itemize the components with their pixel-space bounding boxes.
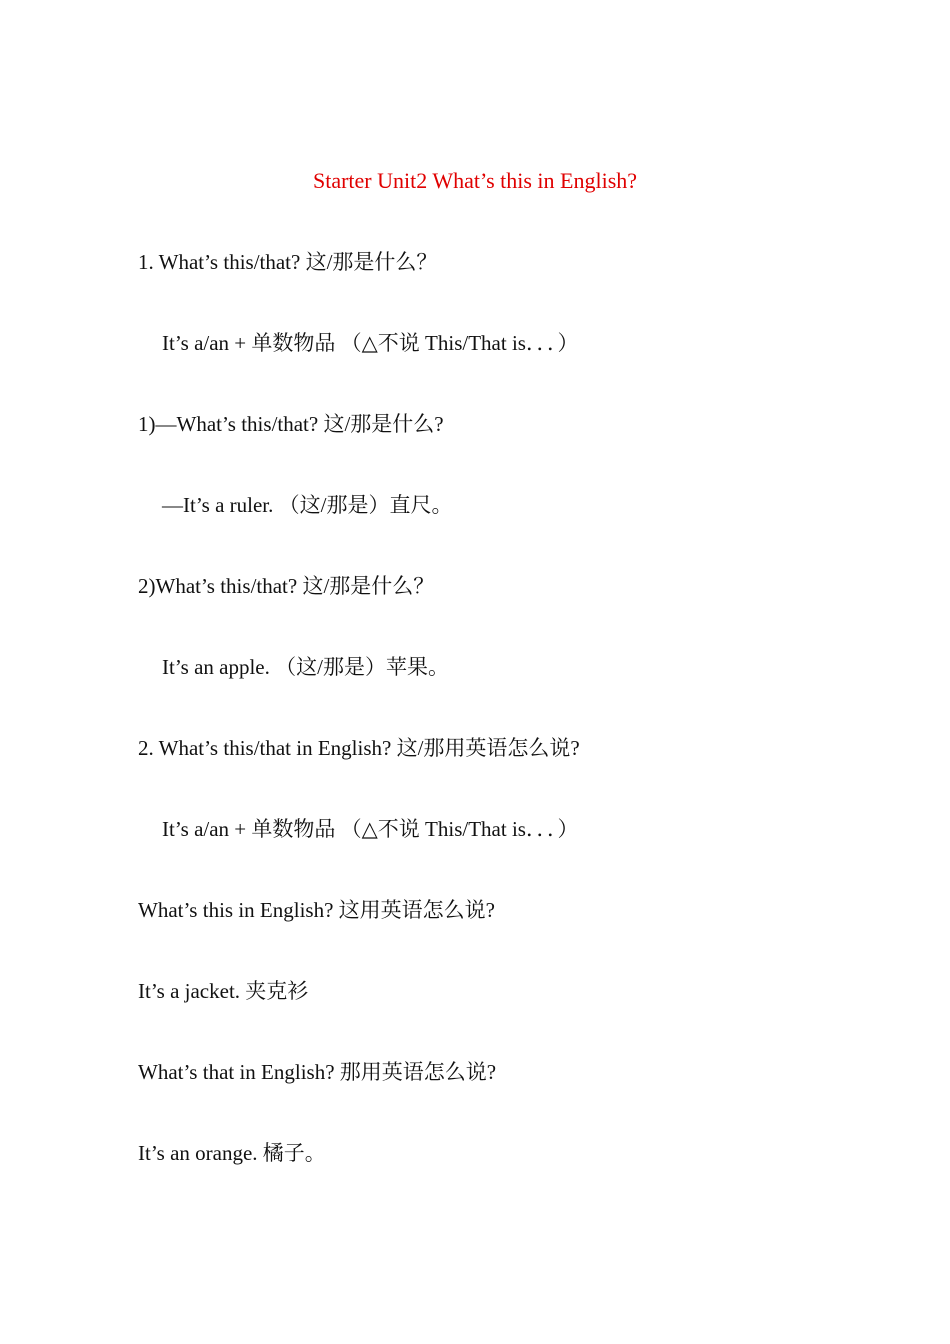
example-2-answer: It’s an apple. （这/那是）苹果。 (162, 655, 449, 679)
answer-pattern-1: It’s a/an + 单数物品 （△不说 This/That is．．．） (162, 331, 579, 355)
document-title: Starter Unit2 What’s this in English? (312, 168, 638, 193)
example-4-answer: It’s an orange. 橘子。 (138, 1141, 326, 1165)
example-1-answer: —It’s a ruler. （这/那是）直尺。 (162, 493, 453, 517)
example-4-question: What’s that in English? 那用英语怎么说? (138, 1060, 497, 1084)
example-1-question: 1)—What’s this/that? 这/那是什么? (138, 412, 444, 436)
question-1-heading: 1. What’s this/that? 这/那是什么？ (138, 250, 438, 274)
example-3-answer: It’s a jacket. 夹克衫 (138, 979, 309, 1003)
example-2-question: 2)What’s this/that? 这/那是什么？ (138, 574, 435, 598)
example-3-question: What’s this in English? 这用英语怎么说? (138, 898, 495, 922)
answer-pattern-2: It’s a/an + 单数物品 （△不说 This/That is．．．） (162, 817, 579, 841)
question-2-heading: 2. What’s this/that in English? 这/那用英语怎么说? (138, 736, 580, 760)
